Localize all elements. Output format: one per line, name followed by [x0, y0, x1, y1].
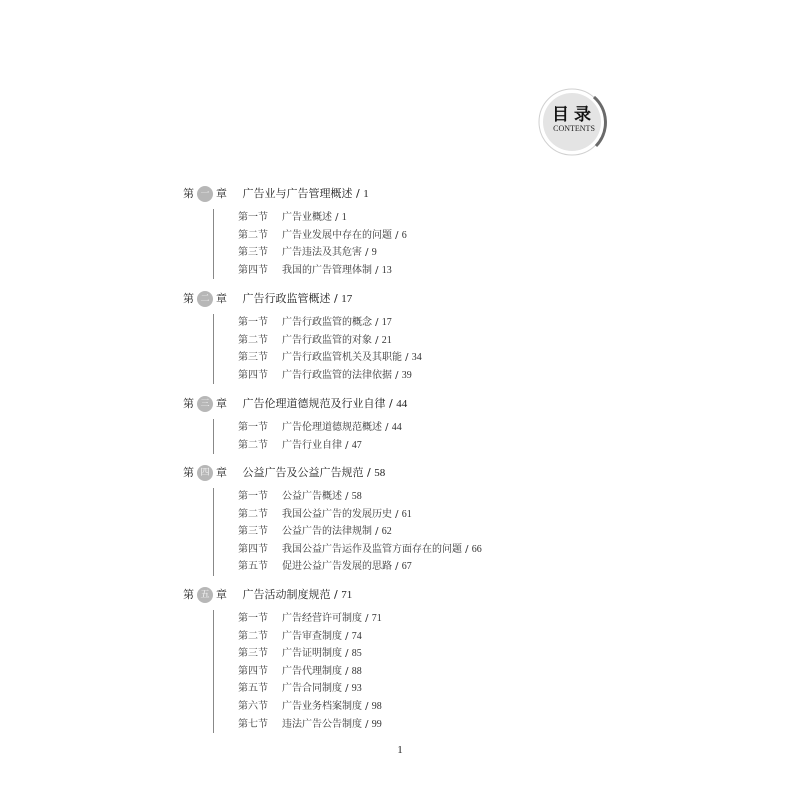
section-list — [213, 209, 407, 279]
page-number: 1 — [397, 744, 403, 756]
section-list — [213, 419, 402, 454]
chapter-1 — [183, 185, 407, 276]
contents-subtitle: CONTENTS — [553, 124, 595, 133]
chapter-heading[interactable]: 第 四 章 公益广告及公益广告规范 / 58 — [183, 464, 385, 482]
chapter-suffix: 章 — [216, 187, 227, 200]
section-item[interactable]: 第四节 广告行政监管的法律依据 / 39 — [238, 369, 412, 381]
contents-title: 目录 — [552, 105, 596, 125]
chapter-number-badge: 二 — [197, 291, 213, 307]
section-item[interactable]: 第二节 广告业发展中存在的问题 / 6 — [238, 229, 407, 241]
chapter-number-badge: 四 — [197, 465, 213, 481]
section-item[interactable]: 第四节 我国公益广告运作及监管方面存在的问题 / 66 — [238, 543, 482, 555]
section-item[interactable]: 第六节 广告业务档案制度 / 98 — [238, 700, 382, 712]
chapter-3 — [183, 395, 408, 451]
section-item[interactable]: 第一节 广告经营许可制度 / 71 — [238, 613, 382, 624]
chapter-heading[interactable] — [183, 185, 369, 203]
section-item[interactable]: 第二节 广告行政监管的对象 / 21 — [238, 334, 392, 346]
section-item[interactable]: 第二节 广告审查制度 / 74 — [238, 630, 362, 642]
chapter-5 — [183, 586, 382, 730]
section-list — [213, 610, 382, 733]
chapter-prefix: 第 — [183, 187, 194, 200]
chapter-number-badge: 五 — [197, 587, 213, 603]
section-item[interactable]: 第五节 广告合同制度 / 93 — [238, 683, 362, 695]
section-item[interactable]: 第五节 促进公益广告发展的思路 / 67 — [238, 561, 412, 573]
section-item[interactable]: 第三节 广告行政监管机关及其职能 / 34 — [238, 352, 422, 364]
section-item[interactable]: 第二节 我国公益广告的发展历史 / 61 — [238, 508, 412, 520]
chapter-page: 1 — [363, 188, 369, 200]
chapter-title: 广告行政监管概述 / 17 — [242, 292, 353, 305]
section-item[interactable]: 第一节 广告行政监管的概念 / 17 — [238, 317, 392, 328]
section-item[interactable]: 第四节 我国的广告管理体制 / 13 — [238, 264, 392, 276]
chapter-heading[interactable]: 第 五 章 广告活动制度规范 / 71 — [183, 586, 352, 604]
chapter-heading[interactable]: 第 二 章 广告行政监管概述 / 17 — [183, 290, 352, 308]
section-list — [213, 488, 482, 576]
section-item[interactable]: 第七节 违法广告公告制度 / 99 — [238, 718, 382, 730]
chapter-heading[interactable]: 第 三 章 广告伦理道德规范及行业自律 / 44 — [183, 395, 407, 413]
section-item[interactable]: 第四节 广告代理制度 / 88 — [238, 665, 362, 677]
section-item[interactable]: 第三节 公益广告的法律规制 / 62 — [238, 526, 392, 538]
section-item[interactable]: 第三节 广告证明制度 / 85 — [238, 648, 362, 660]
chapter-title: 广告活动制度规范 / 71 — [242, 588, 353, 601]
chapter-number-badge: 三 — [197, 396, 213, 412]
chapter-title: 广告业与广告管理概述 / 1 — [242, 187, 369, 200]
section-item[interactable]: 第一节 公益广告概述 / 58 — [238, 491, 362, 502]
chapter-title: 广告伦理道德规范及行业自律 / 44 — [242, 397, 408, 410]
section-item[interactable]: 第三节 广告违法及其危害 / 9 — [238, 247, 377, 259]
section-item[interactable]: 第一节 广告伦理道德规范概述 / 44 — [238, 422, 402, 433]
section-item[interactable]: 第二节 广告行业自律 / 47 — [238, 439, 362, 451]
chapter-4 — [183, 464, 482, 573]
chapter-number-badge: 一 — [197, 186, 213, 202]
section-item[interactable]: 第一节 广告业概述 / 1 — [238, 212, 347, 223]
section-list — [213, 314, 422, 384]
chapter-title: 公益广告及公益广告规范 / 58 — [242, 466, 386, 479]
chapter-2 — [183, 290, 422, 381]
